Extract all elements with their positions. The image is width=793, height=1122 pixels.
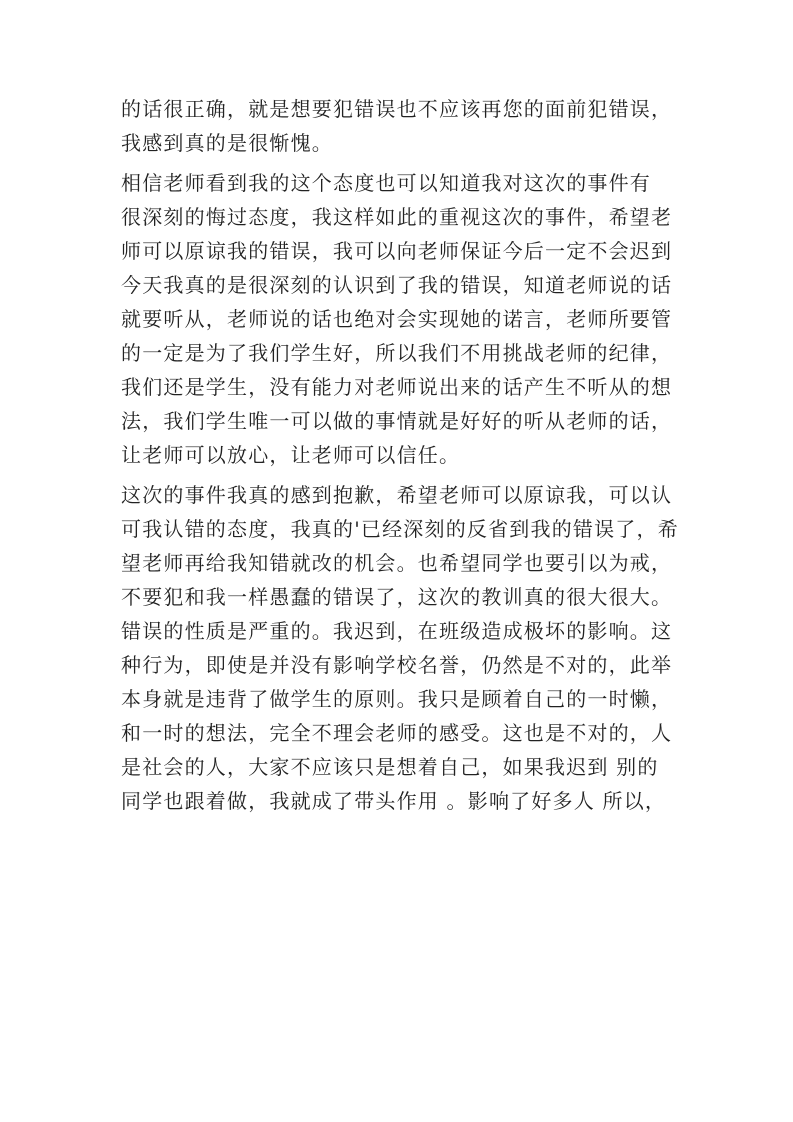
- text-line: 种行为，即使是并没有影响学校名誉，仍然是不对的，此举: [121, 653, 673, 677]
- text-line: 的一定是为了我们学生好，所以我们不用挑战老师的纪律，: [121, 341, 673, 365]
- text-line: 就要听从，老师说的话也绝对会实现她的诺言，老师所要管: [121, 307, 673, 331]
- text-line: 同学也跟着做，我就成了带头作用 。影响了好多人 所以，: [121, 789, 667, 813]
- text-line: 师可以原谅我的错误，我可以向老师保证今后一定不会迟到: [121, 239, 673, 263]
- text-line: 可我认错的态度，我真的'已经深刻的反省到我的错误了，希: [121, 517, 679, 541]
- text-line: 是社会的人，大家不应该只是想着自己，如果我迟到 别的: [121, 755, 659, 779]
- paragraph-2: [121, 166, 681, 472]
- text-line: 很深刻的悔过态度，我这样如此的重视这次的事件，希望老: [121, 205, 673, 229]
- text-line: 这次的事件我真的感到抱歉，希望老师可以原谅我，可以认: [121, 483, 673, 507]
- text-line: 让老师可以放心，让老师可以信任。: [121, 443, 461, 467]
- text-line: 的话很正确，就是想要犯错误也不应该再您的面前犯错误，: [121, 97, 673, 121]
- text-line: 望老师再给我知错就改的机会。也希望同学也要引以为戒，: [121, 551, 673, 575]
- text-line: 相信老师看到我的这个态度也可以知道我对这次的事件有: [121, 171, 651, 195]
- text-line: 法，我们学生唯一可以做的事情就是好好的听从老师的话，: [121, 409, 673, 433]
- text-line: 和一时的想法，完全不理会老师的感受。这也是不对的，人: [121, 721, 673, 745]
- document-body: [121, 92, 681, 824]
- text-line: 我感到真的是很惭愧。: [121, 131, 333, 155]
- text-line: 我们还是学生，没有能力对老师说出来的话产生不听从的想: [121, 375, 673, 399]
- paragraph-3: [121, 478, 681, 818]
- text-line: 错误的性质是严重的。我迟到，在班级造成极坏的影响。这: [121, 619, 673, 643]
- text-line: 今天我真的是很深刻的认识到了我的错误，知道老师说的话: [121, 273, 673, 297]
- paragraph-1: [121, 92, 681, 160]
- text-line: 本身就是违背了做学生的原则。我只是顾着自己的一时懒，: [121, 687, 673, 711]
- text-line: 不要犯和我一样愚蠢的错误了，这次的教训真的很大很大。: [121, 585, 673, 609]
